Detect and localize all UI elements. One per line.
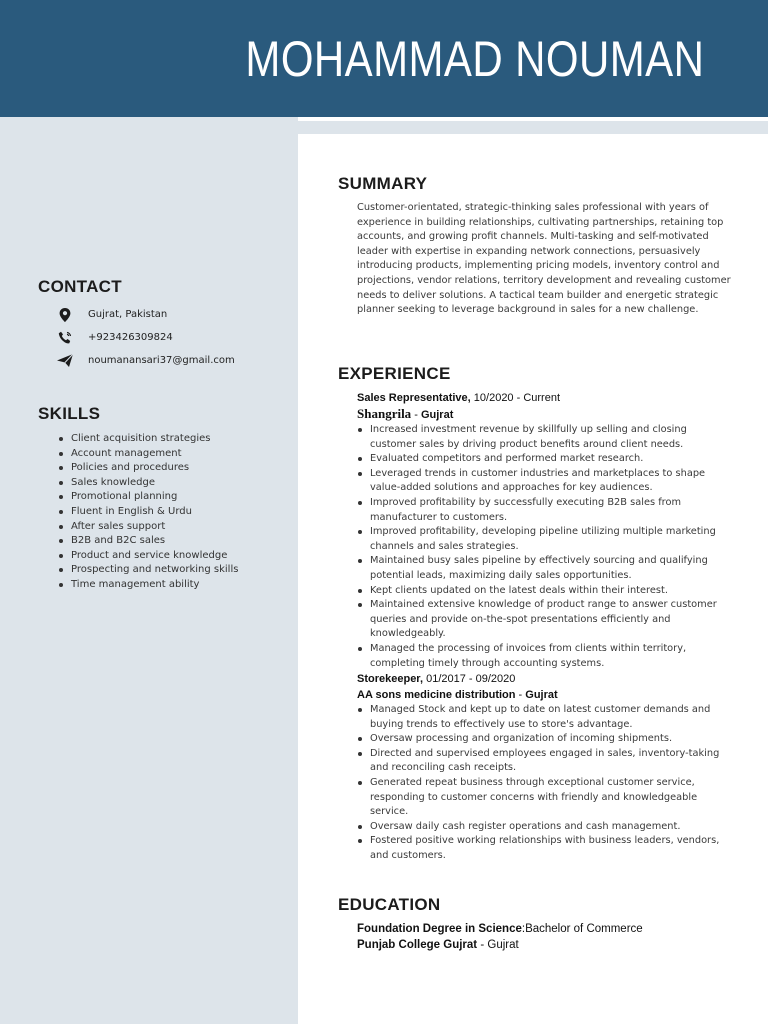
contact-email-text: noumanansari37@gmail.com	[88, 355, 235, 366]
job-title: Storekeeper,	[357, 673, 424, 685]
job-bullet: Generated repeat business through exceptional customer service, responding to customer concerns with friendly and knowledgeable service.	[357, 776, 733, 820]
job-dates: 01/2017 - 09/2020	[423, 673, 516, 685]
job-bullets	[357, 703, 733, 864]
skills-heading: SKILLS	[38, 404, 101, 423]
job-bullet: Managed Stock and kept up to date on latest customer demands and buying trends to effectively use to store's advantage.	[357, 703, 733, 732]
candidate-name: MOHAMMAD NOUMAN	[245, 31, 704, 87]
education-location: Gujrat	[487, 939, 519, 951]
experience-heading: EXPERIENCE	[338, 364, 451, 383]
contact-phone-text: +923426309824	[88, 332, 173, 343]
contact-location	[56, 303, 235, 326]
summary-text: Customer-orientated, strategic-thinking sales professional with years of experience in building relationships, cultivating partnerships, retaining top accounts, and growing profit channels. Multi-tasking and self-motivated leader with expertise in expanding network connections, persuasively introducing products, implementing pricing models, inventory control and projections, vendor relations, territory development and revealing customer needs to deliver solutions. A tactical team builder and energetic strategic planner seeking to leverage background in sales for a new challenge.	[357, 202, 731, 316]
job-location-sep: -	[411, 409, 421, 421]
skill-item: Fluent in English & Urdu	[55, 505, 238, 520]
job-title: Sales Representative,	[357, 392, 471, 404]
job-company: AA sons medicine distribution	[357, 689, 516, 701]
job-bullet: Improved profitability, developing pipeline utilizing multiple marketing channels and sales strategies.	[357, 525, 733, 554]
job-bullet: Directed and supervised employees engaged in sales, inventory-taking and reconciling cash receipts.	[357, 747, 733, 776]
job-bullet: Fostered positive working relationships with business leaders, vendors, and customers.	[357, 834, 733, 863]
job-bullet: Oversaw daily cash register operations and cash management.	[357, 820, 733, 835]
accent-bar	[298, 117, 768, 134]
phone-icon	[56, 330, 74, 346]
job-entry	[357, 390, 733, 671]
job-bullet: Managed the processing of invoices from clients within territory, completing timely through accounting systems.	[357, 642, 733, 671]
education-field: :Bachelor of Commerce	[521, 923, 643, 935]
skill-item: Account management	[55, 447, 238, 462]
education-school-line	[357, 937, 737, 953]
send-icon	[56, 353, 74, 369]
skill-item: Time management ability	[55, 578, 238, 593]
job-bullet: Maintained busy sales pipeline by effectively sourcing and qualifying potential leads, maximizing daily sales opportunities.	[357, 554, 733, 583]
education-degree: Foundation Degree in Science	[357, 923, 522, 935]
education-degree-line	[357, 921, 737, 937]
skill-item: Client acquisition strategies	[55, 432, 238, 447]
job-bullet: Leveraged trends in customer industries and marketplaces to shape value-added solutions and approaches for key audiences.	[357, 467, 733, 496]
job-title-line	[357, 671, 733, 687]
job-bullet: Evaluated competitors and performed market research.	[357, 452, 733, 467]
skill-item: After sales support	[55, 520, 238, 535]
education-school-sep: -	[477, 939, 488, 951]
job-company-line	[357, 406, 733, 423]
skill-item: Sales knowledge	[55, 476, 238, 491]
education-entry	[357, 921, 737, 953]
job-bullet: Kept clients updated on the latest deals within their interest.	[357, 584, 733, 599]
job-bullet: Improved profitability by successfully executing B2B sales from manufacturer to customers.	[357, 496, 733, 525]
contact-phone	[56, 326, 235, 349]
job-bullet: Oversaw processing and organization of incoming shipments.	[357, 732, 733, 747]
header-banner	[0, 0, 768, 117]
contact-location-text: Gujrat, Pakistan	[88, 309, 168, 320]
location-pin-icon	[56, 307, 74, 323]
skill-item: Promotional planning	[55, 490, 238, 505]
job-title-line	[357, 390, 733, 406]
skill-item: Product and service knowledge	[55, 549, 238, 564]
education-heading: EDUCATION	[338, 895, 441, 914]
job-location: Gujrat	[420, 409, 454, 421]
job-location-sep: -	[515, 689, 526, 701]
job-dates: 10/2020 - Current	[470, 392, 561, 404]
job-company-line	[357, 687, 733, 703]
contact-list	[56, 303, 235, 372]
job-bullets	[357, 423, 733, 671]
skills-list	[55, 432, 238, 593]
job-entry	[357, 671, 733, 864]
job-location: Gujrat	[525, 689, 558, 701]
contact-email	[56, 349, 235, 372]
job-company: Shangrila	[357, 406, 412, 421]
job-bullet: Increased investment revenue by skillfully up selling and closing customer sales by driving product benefits around client needs.	[357, 423, 733, 452]
summary-heading: SUMMARY	[338, 174, 428, 193]
skill-item: Prospecting and networking skills	[55, 563, 238, 578]
skill-item: B2B and B2C sales	[55, 534, 238, 549]
education-school: Punjab College Gujrat	[357, 939, 478, 951]
contact-heading: CONTACT	[38, 277, 122, 296]
skill-item: Policies and procedures	[55, 461, 238, 476]
job-bullet: Maintained extensive knowledge of product range to answer customer queries and provide on-the-spot presentations efficiently and knowledgeably.	[357, 598, 733, 642]
